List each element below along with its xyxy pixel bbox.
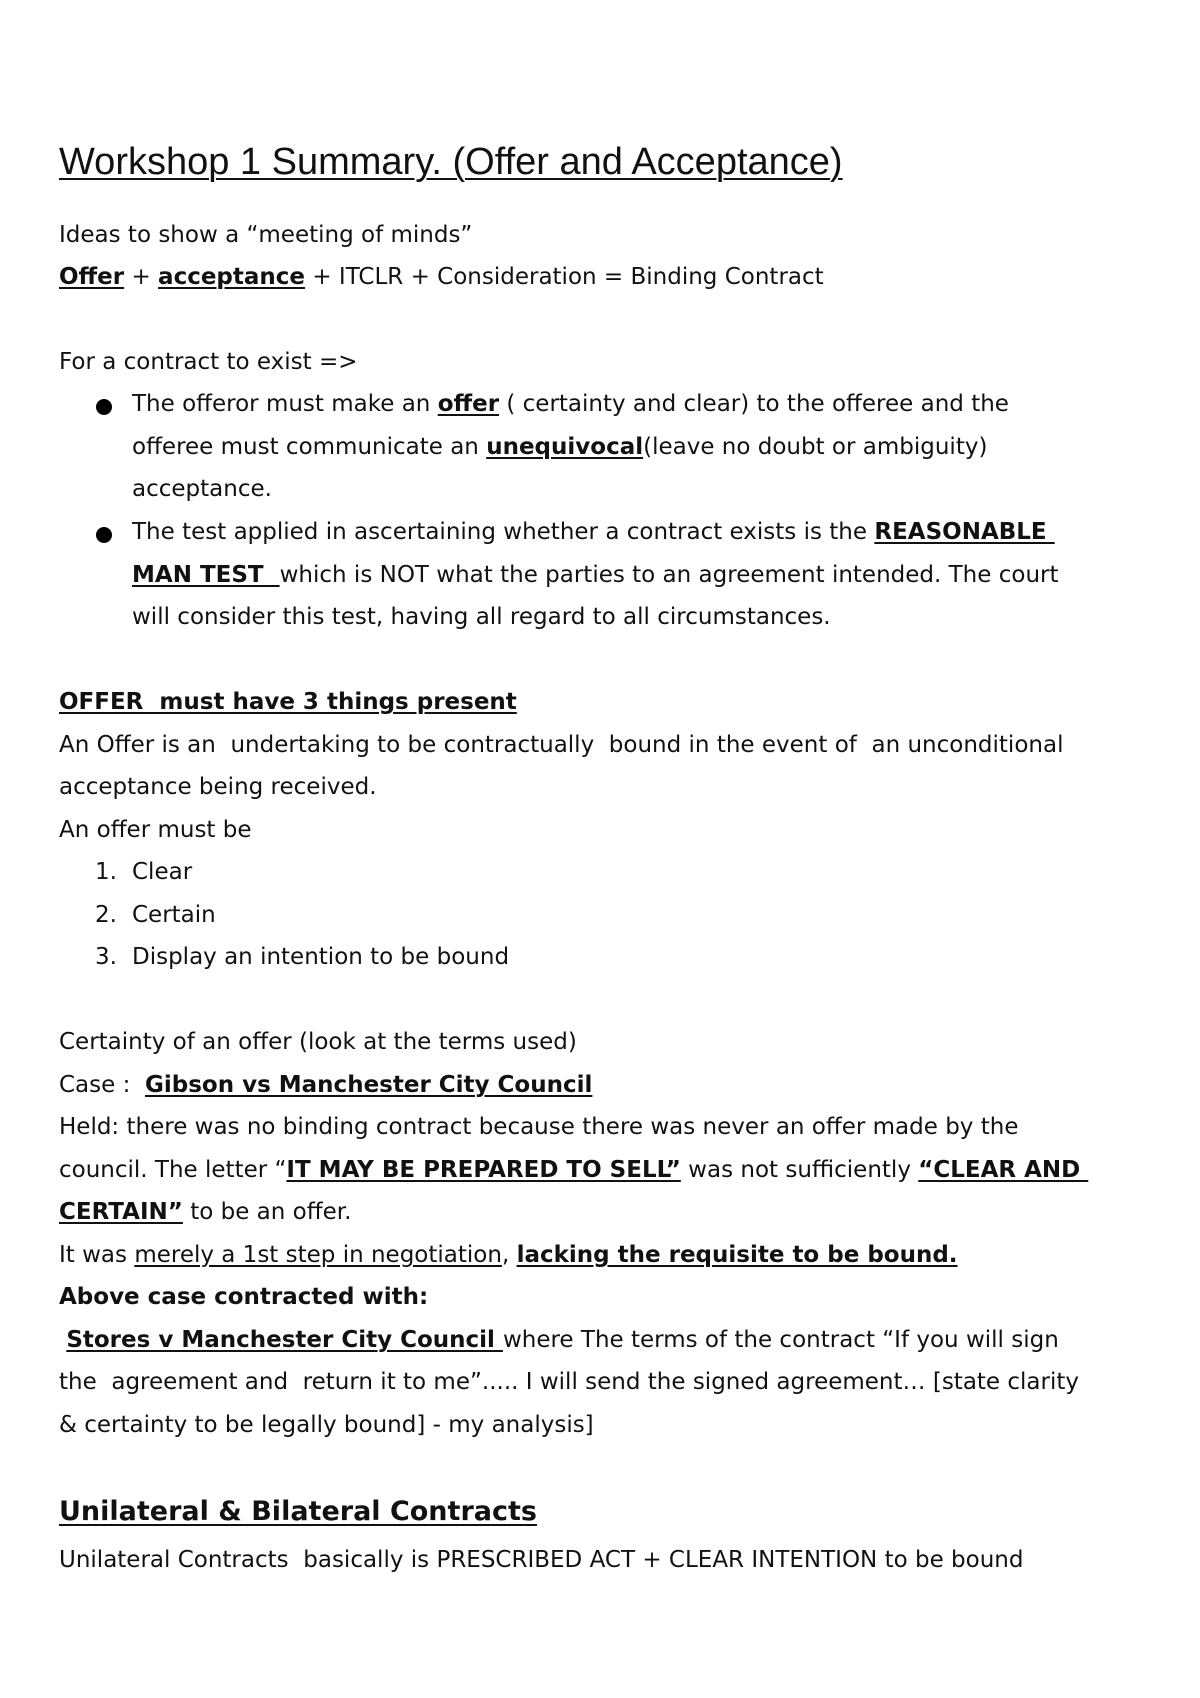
clear-and-certain: “CLEAR AND <box>918 1157 1089 1183</box>
unilateral-line-1: Unilateral Contracts basically is PRESCRIBED ACT + CLEAR INTENTION to be bound <box>59 1547 1024 1573</box>
text-run: to be an offer. <box>182 1199 352 1225</box>
intro-meeting-of-minds: Ideas to show a “meeting of minds” <box>59 222 473 248</box>
case-name: Gibson vs Manchester City Council <box>144 1072 593 1098</box>
text-run: The test applied in ascertaining whether a contract exists is the <box>132 519 875 545</box>
clear-and-certain-end: CERTAIN” <box>59 1199 183 1225</box>
contrast-heading: Above case contracted with: <box>59 1284 429 1310</box>
lacking-requisite: lacking the requisite to be bound. <box>516 1242 958 1268</box>
first-step-negotiation: merely a 1st step in negotiation <box>134 1242 502 1268</box>
quoted-letter: IT MAY BE PREPARED TO SELL” <box>286 1157 681 1183</box>
held-line-2 <box>59 1155 1088 1185</box>
text-run: was not sufficiently <box>680 1157 919 1183</box>
offer-definition-line-1: An Offer is an undertaking to be contractually bound in the event of an unconditional <box>59 732 1064 758</box>
term-offer-emphasis: offer <box>437 391 500 417</box>
text-run: where The terms of the contract “If you will sign <box>502 1327 1059 1353</box>
list-number: 3. <box>95 944 117 970</box>
unilateral-bilateral-heading: Unilateral & Bilateral Contracts <box>59 1496 537 1527</box>
bullet-2-line-2 <box>132 560 1059 590</box>
document-title: Workshop 1 Summary. (Offer and Acceptance) <box>59 141 843 183</box>
bullet-1-line-3: acceptance. <box>132 476 272 502</box>
certainty-heading: Certainty of an offer (look at the terms used) <box>59 1029 577 1055</box>
offer-must-be: An offer must be <box>59 817 252 843</box>
text-run: ( certainty and clear) to the offeree and the <box>499 391 1009 417</box>
offer-section-heading: OFFER must have 3 things present <box>59 689 517 715</box>
stores-line-2: the agreement and return it to me”..... I will send the signed agreement… [state clarity <box>59 1369 1079 1395</box>
text-run: (leave no doubt or ambiguity) <box>643 434 988 460</box>
term-acceptance: acceptance <box>158 264 306 290</box>
bullet-1-line-2 <box>132 432 987 462</box>
binding-contract-equation <box>59 262 824 292</box>
term-reasonable: REASONABLE <box>874 519 1055 545</box>
bullet-2-line-3: will consider this test, having all regard to all circumstances. <box>132 604 831 630</box>
text-run: council. The letter “ <box>59 1157 287 1183</box>
negotiation-line <box>59 1240 958 1270</box>
text-run: It was <box>59 1242 135 1268</box>
case-name-stores: Stores v Manchester City Council <box>66 1327 503 1353</box>
list-number: 1. <box>95 859 117 885</box>
held-line-3 <box>59 1197 351 1227</box>
case-line <box>59 1070 592 1100</box>
text-run: , <box>501 1242 517 1268</box>
text-run: offeree must communicate an <box>132 434 487 460</box>
held-line-1: Held: there was no binding contract because there was never an offer made by the <box>59 1114 1019 1140</box>
offer-definition-line-2: acceptance being received. <box>59 774 377 800</box>
bullet-2-line-1 <box>132 517 1055 547</box>
contract-exist-heading: For a contract to exist => <box>59 349 358 375</box>
term-unequivocal: unequivocal <box>486 434 644 460</box>
text-run: which is NOT what the parties to an agreement intended. The court <box>279 562 1059 588</box>
bullet-icon <box>96 399 112 415</box>
bullet-1-line-1 <box>132 389 1009 419</box>
plus-sign: + <box>124 264 159 290</box>
bullet-icon <box>96 527 112 543</box>
list-item-clear: Clear <box>132 859 193 885</box>
term-offer: Offer <box>59 264 125 290</box>
list-number: 2. <box>95 902 117 928</box>
stores-line-1 <box>59 1325 1059 1355</box>
equation-rest: + ITCLR + Consideration = Binding Contract <box>305 264 824 290</box>
list-item-certain: Certain <box>132 902 216 928</box>
list-item-intention: Display an intention to be bound <box>132 944 510 970</box>
text-run: The offeror must make an <box>132 391 438 417</box>
stores-line-3: & certainty to be legally bound] - my analysis] <box>59 1412 594 1438</box>
case-label: Case : <box>59 1072 145 1098</box>
term-man-test: MAN TEST <box>132 562 280 588</box>
